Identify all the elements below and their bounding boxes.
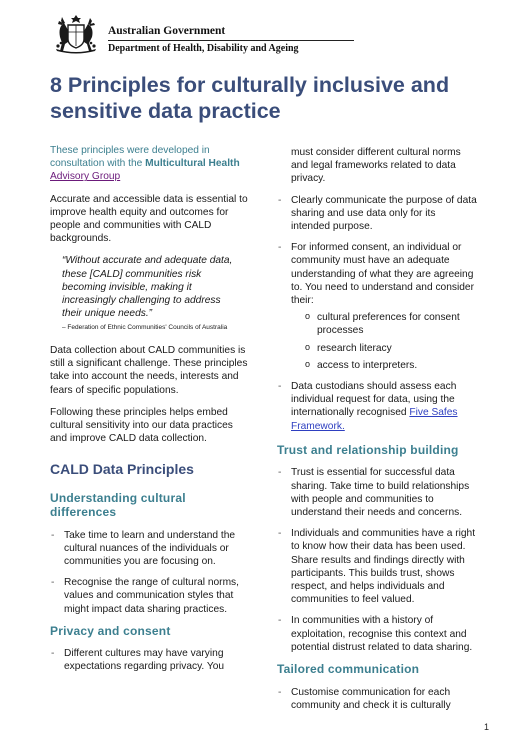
list-item-text: For informed consent, an individual or community must have an adequate understanding of what they are agreeing to. You need to understand and consider their: [291, 242, 474, 307]
intro-bold-text: Multicultural Health [145, 158, 240, 170]
header-divider [108, 40, 354, 41]
left-column [50, 144, 250, 682]
paragraph-challenge: Data collection about CALD communities is still a significant challenge. These principles take into account the needs, interests and fears of specific populations. [50, 344, 248, 396]
department-name: Department of Health, Disability and Ageing [108, 43, 299, 54]
intro-text: These principles were developed in consultation with the [50, 145, 210, 170]
list-item: - Clearly communicate the purpose of data sharing and use data only for its intended purpose. [277, 194, 477, 234]
page-header [50, 13, 312, 55]
paragraph-importance: Accurate and accessible data is essential to improve health equity and outcomes for people and communities with CALD backgrounds. [50, 193, 248, 245]
privacy-list [50, 647, 250, 673]
list-item-continued: must consider different cultural norms and legal frameworks related to data privacy. [291, 147, 461, 185]
heading-tailored: Tailored communication [277, 662, 420, 676]
government-name: Australian Government [108, 25, 226, 37]
page-title: 8 Principles for culturally inclusive and sensitive data practice [50, 73, 450, 123]
tailored-list [277, 686, 477, 712]
paragraph-following: Following these principles helps embed cultural sensitivity into our data practices and improve CALD data collection. [50, 406, 233, 445]
advisory-group-link[interactable]: Advisory Group [50, 171, 121, 183]
list-item [277, 380, 477, 433]
heading-privacy: Privacy and consent [50, 623, 171, 638]
privacy-list-continued [277, 146, 477, 433]
quote-text: “Without accurate and adequate data, these [CALD] communities risk becoming invisible, making it increasingly challenging to address their unique needs.” [62, 255, 233, 320]
list-item: - Different cultures may have varying expectations regarding privacy. You [50, 647, 250, 673]
quote-attribution: – Federation of Ethnic Communities' Councils of Australia [62, 324, 228, 332]
trust-list [277, 466, 477, 654]
five-safes-link[interactable]: Five Safes Framework. [291, 407, 458, 432]
list-item: - Recognise the range of cultural norms, values and communication styles that might impact data sharing practices. [50, 576, 250, 616]
understanding-list [50, 529, 250, 616]
section-heading-principles: CALD Data Principles [50, 461, 194, 478]
custodians-text: Data custodians should assess each individual request for data, using the internationally recognised [291, 381, 457, 419]
sublist-item: o cultural preferences for consent processes [291, 311, 477, 337]
list-item: - Individuals and communities have a right to know how their data has been used. Share results and findings directly with participants. This builds trust, shows respect, and helps individuals and communities to feel valued. [277, 527, 477, 606]
list-item: - Customise communication for each community and check it is culturally [277, 686, 477, 712]
heading-understanding: Understanding cultural differences [50, 490, 186, 520]
coat-of-arms-icon [50, 13, 102, 55]
list-item: - Trust is essential for successful data sharing. Take time to build relationships with people and communities to understand their needs and concerns. [277, 466, 477, 519]
sublist-item: o access to interpreters. [291, 359, 477, 372]
page-number: 1 [484, 722, 490, 732]
sublist-item: o research literacy [291, 342, 477, 355]
list-item: - In communities with a history of exploitation, recognise this context and potential distrust related to data sharing. [277, 614, 477, 654]
heading-trust: Trust and relationship building [277, 442, 459, 457]
intro-paragraph [50, 144, 250, 184]
consider-sublist [291, 311, 477, 372]
right-column [277, 146, 477, 720]
list-item: - Take time to learn and understand the cultural nuances of the individuals or communities you are focusing on. [50, 529, 250, 569]
list-item [277, 241, 477, 372]
